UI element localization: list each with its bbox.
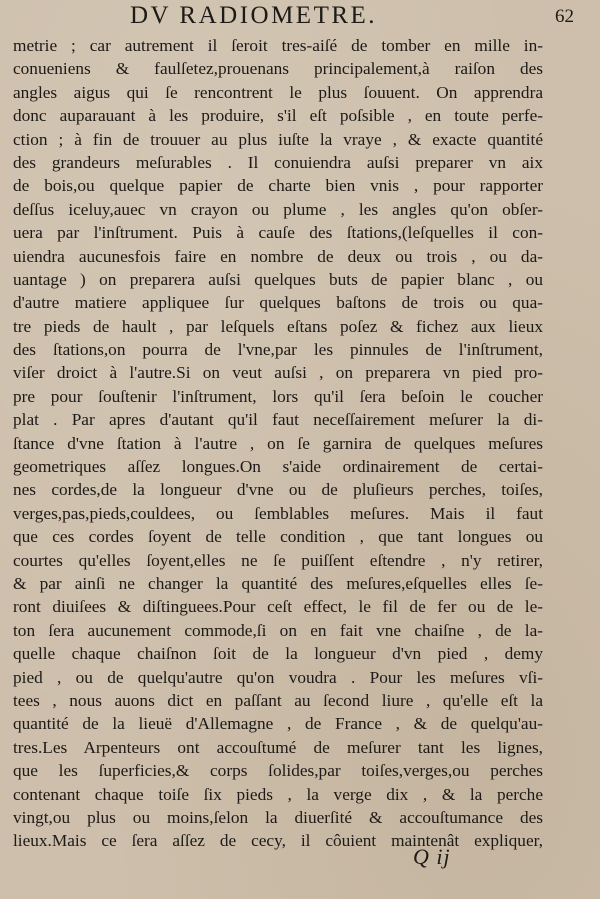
text-line: metrie ; car autrement il ſeroit tres-aiſé de tomber en mille in-	[13, 36, 543, 55]
text-line: pied , ou de quelqu'autre qu'on voudra . Pour les meſures vſi-	[13, 667, 543, 687]
text-line: viſer droict à l'autre.Si on veut auſsi , on preparera vn pied pro-	[13, 363, 543, 383]
text-line: que les ſuperficies,& corps ſolides,par toiſes,verges,ou perches	[13, 761, 543, 781]
text-line: tees , nous auons dict en paſſant au ſecond liure , qu'elle eſt la	[13, 690, 543, 710]
text-line: que ces cordes ſoyent de telle condition , que tant longues ou	[13, 527, 543, 547]
text-line: & par ainſi ne changer la quantité des meſures,eſquelles elles ſe-	[13, 573, 543, 593]
text-line: lieux.Mais ce ſera aſſez de cecy, il côuient maintenât expliquer,	[13, 831, 543, 851]
running-title: DV RADIOMETRE.	[130, 2, 378, 29]
text-line: verges,pas,pieds,couldees, ou ſemblables meſures. Mais il faut	[13, 503, 543, 523]
text-line: ſtance d'vne ſtation à l'autre , on ſe garnira de quelques meſures	[13, 433, 543, 453]
text-line: geometriques aſſez longues.On s'aide ordinairement de certai-	[13, 457, 543, 477]
text-line: uiendra aucunesfois faire en nombre de deux ou trois , ou da-	[13, 246, 543, 266]
text-line: tres.Les Arpenteurs ont accouſtumé de meſurer tant les lignes,	[13, 737, 543, 757]
text-line: quantité de la lieuë d'Allemagne , de France , & de quelqu'au-	[13, 714, 543, 734]
text-line: conueniens & faulſetez,prouenans principalement,à raiſon des	[13, 59, 543, 79]
text-line: des grandeurs meſurables . Il conuiendra auſsi preparer vn aix	[13, 152, 543, 172]
body-text	[13, 34, 543, 853]
text-line: vingt,ou plus ou moins,ſelon la diuerſité & accouſtumance des	[13, 807, 543, 827]
signature-mark: Q ij	[413, 844, 451, 869]
text-line: d'autre matiere appliquee ſur quelques baſtons de trois ou qua-	[13, 293, 543, 313]
text-line: tre pieds de hault , par leſquels eſtans poſez & fichez aux lieux	[13, 316, 543, 336]
text-line: uantage ) on preparera auſsi quelques buts de papier blanc , ou	[13, 269, 543, 289]
text-line: nes cordes,de la longueur d'vne ou de pluſieurs perches, toiſes,	[13, 480, 543, 500]
text-line: plat . Par apres d'autant qu'il faut neceſſairement meſurer la di-	[13, 410, 543, 430]
text-line: ront diuiſees & diſtinguees.Pour ceſt effect, le fil de fer ou de le-	[13, 597, 543, 617]
text-line: contenant chaque toiſe ſix pieds , la verge dix , & la perche	[13, 784, 543, 804]
text-line: courtes qu'elles ſoyent,elles ne ſe puiſſent eſtendre , n'y retirer,	[13, 550, 543, 570]
text-line: quelle chaque chaiſnon ſoit de la longueur d'vn pied , demy	[13, 644, 543, 664]
text-line: ton ſera aucunement commode,ſi on en fait vne chaiſne , de la-	[13, 620, 543, 640]
text-line: de bois,ou quelque papier de charte bien vnis , pour rapporter	[13, 176, 543, 196]
text-line: uera par l'inſtrument. Puis à cauſe des ſtations,(leſquelles il con-	[13, 223, 543, 243]
running-head	[0, 2, 600, 32]
text-line: ction ; à fin de trouuer au plus iuſte la vraye , & exacte quantité	[13, 129, 543, 149]
page-number: 62	[555, 6, 574, 27]
text-line: angles aigus qui ſe rencontrent le plus ſouuent. On apprendra	[13, 82, 543, 102]
text-line: pre pour ſouſtenir l'inſtrument, lors qu'il ſera beſoin le coucher	[13, 386, 543, 406]
text-line: des ſtations,on pourra de l'vne,par les pinnules de l'inſtrument,	[13, 340, 543, 360]
text-line: donc auparauant à les produire, s'il eſt poſsible , en toute perfe-	[13, 106, 543, 126]
text-line: deſſus iceluy,auec vn crayon ou plume , les angles qu'on obſer-	[13, 199, 543, 219]
